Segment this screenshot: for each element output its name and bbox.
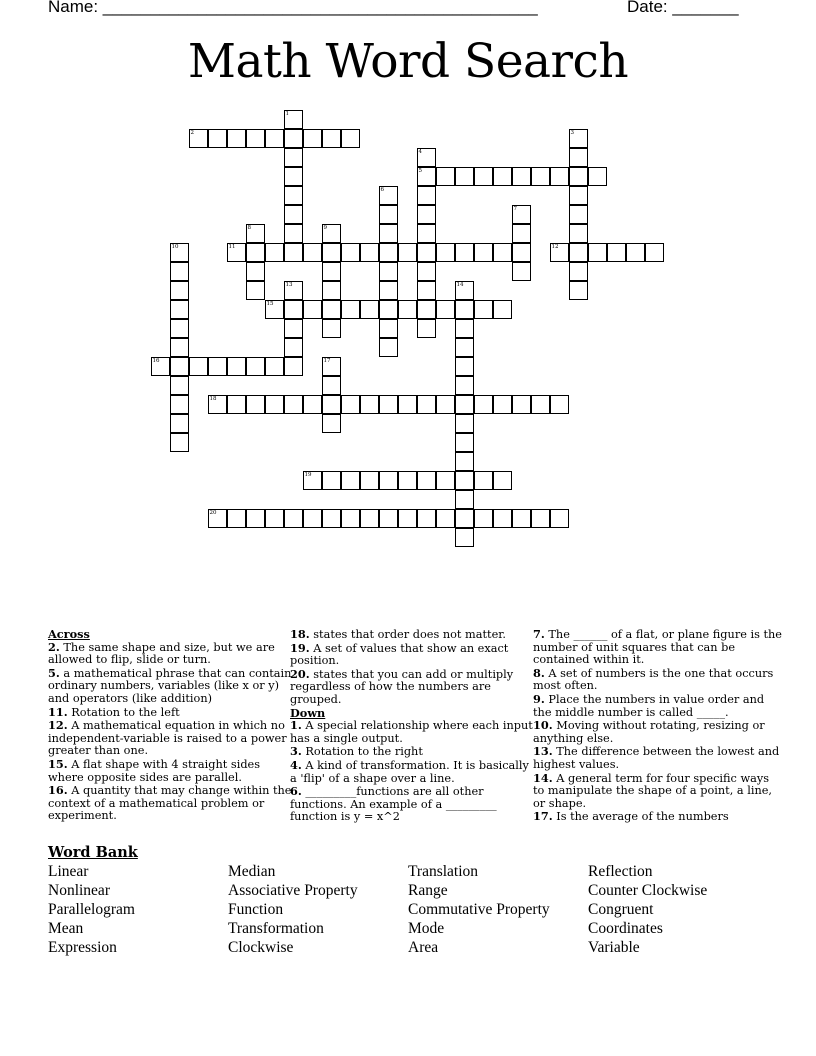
clue-across-15: [48, 758, 293, 784]
clue-number: 14.: [533, 770, 553, 785]
clue-text: A quantity that may change within the context of a mathematical problem or experiment.: [48, 784, 292, 823]
clue-down-17: [533, 810, 783, 824]
clue-text: Rotation to the left: [71, 705, 180, 719]
grid-cell[interactable]: [227, 395, 246, 414]
clue-text: A flat shape with 4 straight sides where opposite sides are parallel.: [48, 757, 261, 784]
clue-number: 20.: [290, 666, 310, 681]
grid-cell[interactable]: [455, 319, 474, 338]
grid-cell[interactable]: [246, 224, 265, 243]
grid-cell[interactable]: [455, 395, 474, 414]
word-bank-item: Variable: [588, 939, 640, 956]
grid-cell[interactable]: [493, 471, 512, 490]
grid-cell[interactable]: [398, 395, 417, 414]
grid-cell[interactable]: [531, 395, 550, 414]
grid-cell[interactable]: [398, 243, 417, 262]
clue-down-3: [290, 745, 535, 759]
word-bank-item: Nonlinear: [48, 882, 110, 899]
clue-across-18: [290, 628, 535, 642]
grid-cell[interactable]: [512, 509, 531, 528]
grid-cell[interactable]: [208, 509, 227, 528]
clue-text: Is the average of the numbers: [556, 810, 729, 824]
cell-number: 12: [551, 243, 559, 250]
word-bank-item: Translation: [408, 863, 479, 880]
clue-text: A general term for four specific ways to manipulate the shape of a point, a line, or shape.: [533, 771, 772, 810]
clue-number: 15.: [48, 756, 68, 771]
grid-cell[interactable]: [569, 148, 588, 167]
clue-down-1: [290, 719, 535, 745]
grid-cell[interactable]: [303, 509, 322, 528]
grid-cell[interactable]: [379, 243, 398, 262]
grid-cell[interactable]: [322, 262, 341, 281]
grid-cell[interactable]: [417, 205, 436, 224]
grid-cell[interactable]: [417, 148, 436, 167]
grid-cell[interactable]: [284, 281, 303, 300]
grid-cell[interactable]: [569, 167, 588, 186]
clue-number: 12.: [48, 718, 68, 733]
grid-cell[interactable]: [474, 243, 493, 262]
grid-cell[interactable]: [417, 243, 436, 262]
grid-cell[interactable]: [455, 376, 474, 395]
grid-cell[interactable]: [284, 243, 303, 262]
grid-cell[interactable]: [474, 167, 493, 186]
grid-cell[interactable]: [227, 357, 246, 376]
grid-cell[interactable]: [417, 186, 436, 205]
clue-number: 9.: [533, 691, 545, 706]
clue-number: 17.: [533, 809, 553, 824]
grid-cell[interactable]: [284, 186, 303, 205]
grid-cell[interactable]: [265, 300, 284, 319]
word-bank-item: Associative Property: [228, 882, 358, 899]
grid-cell[interactable]: [322, 243, 341, 262]
word-bank-item: Coordinates: [588, 920, 663, 937]
grid-cell[interactable]: [493, 300, 512, 319]
grid-cell[interactable]: [284, 509, 303, 528]
grid-cell[interactable]: [436, 509, 455, 528]
grid-cell[interactable]: [474, 395, 493, 414]
clue-number: 11.: [48, 704, 68, 719]
word-bank-item: Mean: [48, 920, 84, 937]
grid-cell[interactable]: [493, 395, 512, 414]
cell-number: 7: [513, 205, 517, 212]
grid-cell[interactable]: [341, 471, 360, 490]
grid-cell[interactable]: [170, 319, 189, 338]
clue-text: The difference between the lowest and highest values.: [533, 745, 780, 771]
grid-cell[interactable]: [322, 357, 341, 376]
cell-number: 18: [209, 395, 217, 402]
grid-cell[interactable]: [284, 110, 303, 129]
word-bank-item: Reflection: [588, 863, 653, 880]
clue-down-9: [533, 693, 783, 719]
clue-across-5: [48, 667, 293, 706]
grid-cell[interactable]: [398, 509, 417, 528]
grid-cell[interactable]: [322, 129, 341, 148]
grid-cell[interactable]: [208, 357, 227, 376]
grid-cell[interactable]: [569, 243, 588, 262]
grid-cell[interactable]: [569, 129, 588, 148]
clue-across-20: [290, 668, 535, 707]
grid-cell[interactable]: [455, 338, 474, 357]
grid-cell[interactable]: [265, 243, 284, 262]
cell-number: 6: [380, 186, 384, 193]
grid-cell[interactable]: [379, 395, 398, 414]
grid-cell[interactable]: [322, 281, 341, 300]
word-bank-item: Area: [408, 939, 439, 956]
grid-cell[interactable]: [550, 509, 569, 528]
grid-cell[interactable]: [569, 224, 588, 243]
across-heading: Across: [48, 627, 90, 641]
cell-number: 8: [247, 224, 251, 231]
grid-cell[interactable]: [379, 186, 398, 205]
grid-cell[interactable]: [151, 357, 170, 376]
clue-text: _________functions are all other functions. An example of a _________ function is y = x^2: [290, 785, 497, 824]
grid-cell[interactable]: [379, 205, 398, 224]
clue-across-16: [48, 784, 293, 823]
cell-number: 11: [228, 243, 236, 250]
grid-cell[interactable]: [170, 376, 189, 395]
grid-cell[interactable]: [208, 395, 227, 414]
grid-cell[interactable]: [208, 129, 227, 148]
grid-cell[interactable]: [360, 471, 379, 490]
grid-cell[interactable]: [588, 167, 607, 186]
grid-cell[interactable]: [246, 243, 265, 262]
cell-number: 2: [190, 129, 194, 136]
grid-cell[interactable]: [379, 338, 398, 357]
clues-column-2: [290, 628, 535, 824]
word-bank-item: Function: [228, 901, 284, 918]
grid-cell[interactable]: [246, 395, 265, 414]
grid-cell[interactable]: [417, 471, 436, 490]
grid-cell[interactable]: [360, 300, 379, 319]
clue-across-11: [48, 706, 293, 720]
grid-cell[interactable]: [189, 129, 208, 148]
grid-cell[interactable]: [455, 167, 474, 186]
clue-text: A mathematical equation in which no independent-variable is raised to a power greater than one.: [48, 719, 287, 758]
grid-cell[interactable]: [626, 243, 645, 262]
grid-cell[interactable]: [265, 357, 284, 376]
word-bank-item: Median: [228, 863, 276, 880]
grid-cell[interactable]: [170, 281, 189, 300]
grid-cell[interactable]: [417, 300, 436, 319]
grid-cell[interactable]: [284, 167, 303, 186]
grid-cell[interactable]: [227, 129, 246, 148]
grid-cell[interactable]: [436, 395, 455, 414]
clue-number: 1.: [290, 718, 302, 733]
grid-cell[interactable]: [455, 281, 474, 300]
grid-cell[interactable]: [398, 300, 417, 319]
clue-text: A special relationship where each input has a single output.: [290, 719, 533, 745]
grid-cell[interactable]: [246, 281, 265, 300]
grid-cell[interactable]: [303, 243, 322, 262]
grid-cell[interactable]: [436, 167, 455, 186]
grid-cell[interactable]: [303, 471, 322, 490]
grid-cell[interactable]: [360, 509, 379, 528]
grid-cell[interactable]: [284, 148, 303, 167]
cell-number: 17: [323, 357, 331, 364]
grid-cell[interactable]: [360, 395, 379, 414]
clue-down-10: [533, 719, 783, 745]
grid-cell[interactable]: [246, 262, 265, 281]
grid-cell[interactable]: [550, 243, 569, 262]
grid-cell[interactable]: [303, 129, 322, 148]
grid-cell[interactable]: [588, 243, 607, 262]
grid-cell[interactable]: [474, 300, 493, 319]
grid-cell[interactable]: [170, 357, 189, 376]
grid-cell[interactable]: [341, 395, 360, 414]
grid-cell[interactable]: [303, 395, 322, 414]
cell-number: 10: [171, 243, 179, 250]
grid-cell[interactable]: [455, 414, 474, 433]
clue-down-7: [533, 628, 783, 667]
grid-cell[interactable]: [417, 167, 436, 186]
clues-column-1: [48, 628, 293, 823]
grid-cell[interactable]: [512, 262, 531, 281]
grid-cell[interactable]: [455, 433, 474, 452]
word-bank-item: Parallelogram: [48, 901, 135, 918]
grid-cell[interactable]: [322, 319, 341, 338]
clue-down-13: [533, 745, 783, 771]
word-bank-item: Linear: [48, 863, 89, 880]
grid-cell[interactable]: [265, 509, 284, 528]
grid-cell[interactable]: [569, 281, 588, 300]
grid-cell[interactable]: [455, 509, 474, 528]
grid-cell[interactable]: [455, 471, 474, 490]
grid-cell[interactable]: [455, 243, 474, 262]
grid-cell[interactable]: [170, 300, 189, 319]
word-bank-item: Range: [408, 882, 448, 899]
grid-cell[interactable]: [550, 167, 569, 186]
grid-cell[interactable]: [493, 243, 512, 262]
clue-number: 4.: [290, 757, 302, 772]
clue-down-6: [290, 785, 535, 824]
cell-number: 4: [418, 148, 422, 155]
word-bank-title: Word Bank: [48, 844, 138, 861]
grid-cell[interactable]: [455, 452, 474, 471]
grid-cell[interactable]: [284, 395, 303, 414]
grid-cell[interactable]: [246, 509, 265, 528]
grid-cell[interactable]: [322, 509, 341, 528]
grid-cell[interactable]: [417, 281, 436, 300]
grid-cell[interactable]: [512, 395, 531, 414]
clues-column-3: [533, 628, 783, 824]
clue-number: 3.: [290, 744, 302, 759]
grid-cell[interactable]: [379, 281, 398, 300]
grid-cell[interactable]: [379, 224, 398, 243]
clue-down-4: [290, 759, 535, 785]
page-title: Math Word Search: [187, 34, 629, 89]
grid-cell[interactable]: [284, 205, 303, 224]
grid-cell[interactable]: [341, 129, 360, 148]
grid-cell[interactable]: [474, 471, 493, 490]
grid-cell[interactable]: [455, 490, 474, 509]
word-bank-item: Clockwise: [228, 939, 294, 956]
clue-down-14: [533, 772, 783, 811]
grid-cell[interactable]: [265, 129, 284, 148]
clue-down-8: [533, 667, 783, 693]
word-bank-item: Transformation: [228, 920, 324, 937]
grid-cell[interactable]: [341, 300, 360, 319]
grid-cell[interactable]: [512, 243, 531, 262]
grid-cell[interactable]: [531, 167, 550, 186]
clue-text: Moving without rotating, resizing or anything else.: [533, 719, 765, 745]
grid-cell[interactable]: [360, 243, 379, 262]
grid-cell[interactable]: [417, 262, 436, 281]
grid-cell[interactable]: [170, 338, 189, 357]
grid-cell[interactable]: [322, 300, 341, 319]
clue-across-2: [48, 641, 293, 667]
clue-text: Place the numbers in value order and the middle number is called _____.: [533, 692, 765, 719]
word-bank-item: Expression: [48, 939, 117, 956]
grid-cell[interactable]: [436, 243, 455, 262]
grid-cell[interactable]: [569, 186, 588, 205]
grid-cell[interactable]: [170, 414, 189, 433]
cell-number: 20: [209, 509, 217, 516]
grid-cell[interactable]: [284, 300, 303, 319]
grid-cell[interactable]: [455, 300, 474, 319]
grid-cell[interactable]: [246, 357, 265, 376]
grid-cell[interactable]: [284, 338, 303, 357]
grid-cell[interactable]: [417, 509, 436, 528]
down-heading: Down: [290, 705, 326, 720]
grid-cell[interactable]: [227, 243, 246, 262]
word-bank-item: Counter Clockwise: [588, 882, 708, 899]
grid-cell[interactable]: [645, 243, 664, 262]
grid-cell[interactable]: [569, 262, 588, 281]
clue-number: 19.: [290, 640, 310, 655]
word-bank-item: Mode: [408, 920, 445, 937]
clue-text: A set of values that show an exact position.: [290, 641, 509, 668]
clue-number: 8.: [533, 665, 545, 680]
clue-across-12: [48, 719, 293, 758]
grid-cell[interactable]: [379, 319, 398, 338]
cell-number: 16: [152, 357, 160, 364]
grid-cell[interactable]: [284, 224, 303, 243]
grid-cell[interactable]: [322, 471, 341, 490]
grid-cell[interactable]: [417, 395, 436, 414]
date-field[interactable]: Date: _______: [627, 0, 739, 16]
cell-number: 14: [456, 281, 464, 288]
clue-number: 2.: [48, 639, 60, 654]
grid-cell[interactable]: [455, 357, 474, 376]
grid-cell[interactable]: [569, 205, 588, 224]
grid-cell[interactable]: [398, 471, 417, 490]
grid-cell[interactable]: [189, 357, 208, 376]
grid-cell[interactable]: [436, 471, 455, 490]
grid-cell[interactable]: [512, 167, 531, 186]
grid-cell[interactable]: [379, 471, 398, 490]
grid-cell[interactable]: [170, 433, 189, 452]
clue-text: The same shape and size, but we are allowed to flip, slide or turn.: [48, 640, 275, 667]
grid-cell[interactable]: [474, 509, 493, 528]
grid-cell[interactable]: [322, 395, 341, 414]
clue-text: The ______ of a flat, or plane figure is the number of unit squares that can be contained within it.: [533, 628, 782, 667]
grid-cell[interactable]: [493, 509, 512, 528]
grid-cell[interactable]: [322, 376, 341, 395]
word-bank-item: Commutative Property: [408, 901, 550, 918]
cell-number: 3: [570, 129, 574, 136]
grid-cell[interactable]: [284, 129, 303, 148]
clue-number: 10.: [533, 718, 553, 733]
clue-number: 5.: [48, 665, 60, 680]
clue-number: 6.: [290, 784, 302, 799]
grid-cell[interactable]: [436, 300, 455, 319]
cell-number: 19: [304, 471, 312, 478]
grid-cell[interactable]: [284, 319, 303, 338]
grid-cell[interactable]: [512, 224, 531, 243]
grid-cell[interactable]: [170, 262, 189, 281]
clue-text: A set of numbers is the one that occurs most often.: [533, 666, 774, 693]
grid-cell[interactable]: [341, 509, 360, 528]
grid-cell[interactable]: [379, 509, 398, 528]
clue-text: states that order does not matter.: [313, 628, 507, 641]
grid-cell[interactable]: [607, 243, 626, 262]
grid-cell[interactable]: [531, 509, 550, 528]
grid-cell[interactable]: [341, 243, 360, 262]
grid-cell[interactable]: [417, 319, 436, 338]
grid-cell[interactable]: [550, 395, 569, 414]
name-field[interactable]: Name: ______________________________________________: [48, 0, 538, 16]
grid-cell[interactable]: [417, 224, 436, 243]
clue-number: 13.: [533, 744, 553, 759]
grid-cell[interactable]: [493, 167, 512, 186]
grid-cell[interactable]: [379, 300, 398, 319]
cell-number: 5: [418, 167, 422, 174]
clue-text: a mathematical phrase that can contain ordinary numbers, variables (like x or y) and operators (like addition): [48, 666, 292, 705]
grid-cell[interactable]: [227, 509, 246, 528]
grid-cell[interactable]: [246, 129, 265, 148]
clue-number: 16.: [48, 783, 68, 798]
clue-text: states that you can add or multiply regardless of how the numbers are grouped.: [290, 667, 514, 706]
grid-cell[interactable]: [512, 205, 531, 224]
clue-text: Rotation to the right: [305, 745, 423, 759]
grid-cell[interactable]: [303, 300, 322, 319]
word-bank-item: Congruent: [588, 901, 654, 918]
cell-number: 15: [266, 300, 274, 307]
clue-across-19: [290, 642, 535, 668]
clue-number: 7.: [533, 627, 545, 641]
grid-cell[interactable]: [170, 395, 189, 414]
cell-number: 1: [285, 110, 289, 117]
cell-number: 13: [285, 281, 293, 288]
grid-cell[interactable]: [322, 224, 341, 243]
cell-number: 9: [323, 224, 327, 231]
clue-text: A kind of transformation. It is basically a 'flip' of a shape over a line.: [290, 758, 529, 785]
grid-cell[interactable]: [265, 395, 284, 414]
grid-cell[interactable]: [455, 528, 474, 547]
grid-cell[interactable]: [322, 414, 341, 433]
grid-cell[interactable]: [379, 262, 398, 281]
grid-cell[interactable]: [170, 243, 189, 262]
grid-cell[interactable]: [284, 357, 303, 376]
clue-number: 18.: [290, 627, 310, 641]
